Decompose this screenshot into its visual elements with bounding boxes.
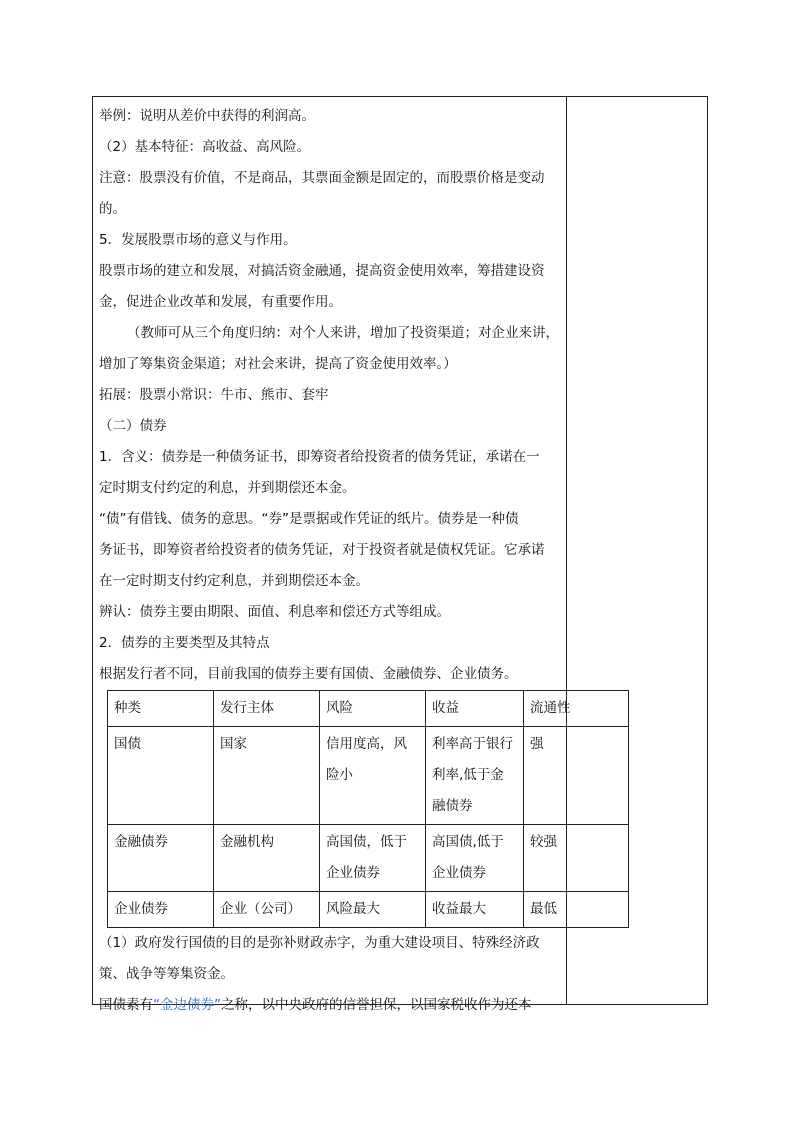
table-row [108, 825, 629, 892]
table-cell: 强 [524, 727, 629, 825]
section-heading: 5．发展股票市场的意义与作用。 [99, 232, 297, 248]
lesson-table [92, 96, 708, 1013]
text-line: 根据发行者不同，目前我国的债券主要有国债、金融债券、企业债务。 [99, 666, 518, 682]
table-cell: 金融债券 [108, 825, 214, 892]
text-segment: 国债素有 [99, 997, 153, 1013]
text-line: 务证书，即筹资者给投资者的债务凭证，对于投资者就是债权凭证。它承诺 [99, 542, 545, 558]
table-cell: 信用度高，风险小 [320, 727, 426, 825]
lesson-content [99, 101, 571, 1021]
text-line: “债”有借钱、债务的意思。“券”是票据或作凭证的纸片。债券是一种债 [99, 511, 519, 527]
text-line: 增加了筹集资金渠道；对社会来讲，提高了资金使用效率。） [99, 356, 457, 372]
text-line: 策、战争等筹集资金。 [99, 966, 234, 982]
text-line: （1）政府发行国债的目的是弥补财政赤字，为重大建设项目、特殊经济政 [99, 935, 540, 951]
text-line: 股票市场的建立和发展，对搞活资金融通，提高资金使用效率，筹措建设资 [99, 263, 545, 279]
table-cell: 风险最大 [320, 892, 426, 928]
table-row [108, 892, 629, 928]
table-cell: 金融机构 [214, 825, 320, 892]
table-header-cell: 流通性 [524, 691, 629, 727]
text-line: 定时期支付约定的利息，并到期偿还本金。 [99, 480, 356, 496]
table-cell: 高国债,低于企业债券 [426, 825, 524, 892]
table-cell: 企业（公司） [214, 892, 320, 928]
table-cell: 国家 [214, 727, 320, 825]
text-line: 辨认：债券主要由期限、面值、利息率和偿还方式等组成。 [99, 604, 450, 620]
text-line: 的。 [99, 201, 126, 217]
section-heading: 2．债券的主要类型及其特点 [99, 635, 270, 651]
text-line: （教师可从三个角度归纳：对个人来讲，增加了投资渠道；对企业来讲， [127, 325, 559, 341]
text-line: 在一定时期支付约定利息，并到期偿还本金。 [99, 573, 369, 589]
table-cell: 较强 [524, 825, 629, 892]
table-header-cell: 风险 [320, 691, 426, 727]
table-header-cell: 发行主体 [214, 691, 320, 727]
bond-types-table [107, 690, 629, 928]
text-line-with-highlight [99, 990, 561, 1021]
table-cell: 收益最大 [426, 892, 524, 928]
text-line: 拓展：股票小常识：牛市、熊市、套牢 [99, 387, 329, 403]
text-line: 举例：说明从差价中获得的利润高。 [99, 108, 315, 124]
highlight-term: “金边债券” [153, 997, 221, 1013]
text-line: 金，促进企业改革和发展，有重要作用。 [99, 294, 342, 310]
table-cell: 高国债，低于企业债券 [320, 825, 426, 892]
text-segment: 之称，以中央政府的信誉担保，以国家税收作为还本 [221, 997, 532, 1013]
table-header-row [108, 691, 629, 727]
table-cell: 国债 [108, 727, 214, 825]
table-cell: 利率高于银行利率,低于金融债券 [426, 727, 524, 825]
text-line: 注意：股票没有价值，不是商品，其票面金额是固定的，而股票价格是变动 [99, 170, 545, 186]
text-line: 1．含义：债券是一种债务证书，即筹资者给投资者的债务凭证，承诺在一 [99, 449, 540, 465]
table-cell: 企业债券 [108, 892, 214, 928]
table-cell: 最低 [524, 892, 629, 928]
section-heading: （二）债券 [99, 418, 167, 434]
table-row [108, 727, 629, 825]
table-header-cell: 种类 [108, 691, 214, 727]
text-line: （2）基本特征：高收益、高风险。 [99, 139, 311, 155]
table-header-cell: 收益 [426, 691, 524, 727]
